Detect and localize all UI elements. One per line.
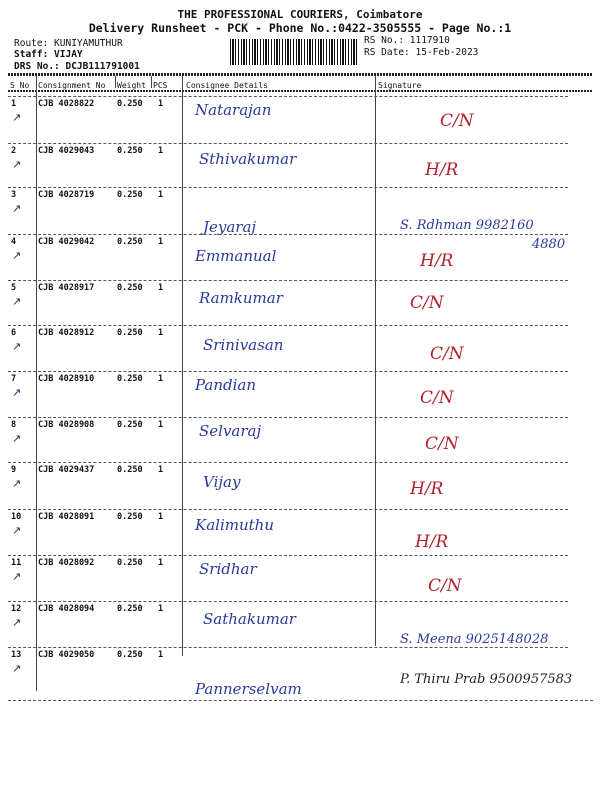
row-sno: 1: [11, 99, 17, 109]
row-sno: 3: [11, 190, 17, 200]
tick-mark-icon: ↗: [12, 432, 22, 445]
pcs-value: 1: [158, 604, 164, 614]
signature-status: C/N: [430, 344, 464, 364]
pcs-value: 1: [158, 420, 164, 430]
weight-value: 0.250: [117, 99, 143, 109]
consignment-number: CJB 4028092: [38, 558, 95, 568]
tick-mark-icon: ↗: [12, 662, 22, 675]
header-rule-bottom: [8, 90, 592, 92]
signature-status: H/R: [410, 479, 444, 499]
weight-value: 0.250: [117, 328, 143, 338]
col-header-signature: Signature: [378, 81, 422, 90]
consignment-number: CJB 4028910: [38, 374, 95, 384]
signature-note: S. Rdhman 9982160: [400, 218, 534, 233]
consignment-number: CJB 4029043: [38, 146, 95, 156]
consignee-name: Ramkumar: [199, 289, 283, 307]
barcode: [230, 39, 358, 65]
pcs-value: 1: [158, 237, 164, 247]
column-divider: [36, 76, 37, 691]
row-separator: [8, 647, 568, 648]
consignee-name: Sthivakumar: [199, 150, 297, 168]
weight-value: 0.250: [117, 420, 143, 430]
signature-status: C/N: [420, 388, 454, 408]
row-separator: [8, 280, 568, 281]
pcs-value: 1: [158, 99, 164, 109]
consignment-number: CJB 4028917: [38, 283, 95, 293]
col-header-consignment: Consignment No: [38, 81, 106, 90]
consignment-number: CJB 4029050: [38, 650, 95, 660]
row-separator: [8, 143, 568, 144]
consignment-number: CJB 4028822: [38, 99, 95, 109]
tick-mark-icon: ↗: [12, 295, 22, 308]
col-header-sno: S No: [10, 81, 30, 90]
tick-mark-icon: ↗: [12, 249, 22, 262]
weight-value: 0.250: [117, 465, 143, 475]
row-separator: [8, 417, 568, 418]
row-sno: 12: [11, 604, 22, 614]
runsheet-subtitle: Delivery Runsheet - PCK - Phone No.:0422-3505555 - Page No.:1: [88, 21, 512, 35]
consignment-number: CJB 4028908: [38, 420, 95, 430]
column-divider: [151, 76, 152, 88]
row-sno: 6: [11, 328, 17, 338]
weight-value: 0.250: [117, 190, 143, 200]
tick-mark-icon: ↗: [12, 340, 22, 353]
weight-value: 0.250: [117, 374, 143, 384]
col-header-pcs: PCS: [153, 81, 168, 90]
row-separator: [8, 509, 568, 510]
consignee-name: Pandian: [195, 376, 257, 394]
staff-label: Staff: VIJAY: [14, 49, 83, 60]
consignee-name: Vijay: [203, 473, 241, 491]
signature-note: 4880: [532, 237, 566, 252]
tick-mark-icon: ↗: [12, 616, 22, 629]
rs-date: RS Date: 15-Feb-2023: [364, 47, 479, 58]
column-divider: [182, 76, 183, 656]
row-separator: [8, 371, 568, 372]
header-rule-top: [8, 73, 592, 76]
pcs-value: 1: [158, 374, 164, 384]
signature-note: S. Meena 9025148028: [400, 632, 549, 647]
row-sno: 13: [11, 650, 22, 660]
consignment-number: CJB 4028912: [38, 328, 95, 338]
row-sno: 8: [11, 420, 17, 430]
weight-value: 0.250: [117, 146, 143, 156]
signature-status: C/N: [428, 576, 462, 596]
weight-value: 0.250: [117, 237, 143, 247]
row-separator: [8, 325, 568, 326]
row-separator: [8, 601, 568, 602]
row-separator: [8, 555, 568, 556]
row-sno: 11: [11, 558, 22, 568]
consignee-name: Sridhar: [199, 560, 257, 578]
consignee-name: Sathakumar: [203, 610, 296, 628]
row-sno: 2: [11, 146, 17, 156]
tick-mark-icon: ↗: [12, 570, 22, 583]
tick-mark-icon: ↗: [12, 111, 22, 124]
column-divider: [375, 76, 376, 646]
consignee-name: Emmanual: [195, 247, 277, 265]
col-header-weight: Weight: [117, 81, 146, 90]
consignment-number: CJB 4029437: [38, 465, 95, 475]
signature-note: P. Thiru Prab 9500957583: [400, 672, 573, 687]
weight-value: 0.250: [117, 650, 143, 660]
row-sno: 7: [11, 374, 17, 384]
pcs-value: 1: [158, 283, 164, 293]
pcs-value: 1: [158, 650, 164, 660]
pcs-value: 1: [158, 512, 164, 522]
pcs-value: 1: [158, 328, 164, 338]
signature-status: H/R: [415, 532, 449, 552]
row-sno: 10: [11, 512, 22, 522]
rs-number: RS No.: 1117910: [364, 35, 450, 46]
pcs-value: 1: [158, 465, 164, 475]
col-header-consignee: Consignee Details: [186, 81, 268, 90]
weight-value: 0.250: [117, 512, 143, 522]
row-sno: 4: [11, 237, 17, 247]
signature-status: H/R: [420, 251, 454, 271]
tick-mark-icon: ↗: [12, 158, 22, 171]
consignment-number: CJB 4028719: [38, 190, 95, 200]
tick-mark-icon: ↗: [12, 386, 22, 399]
consignee-name: Kalimuthu: [195, 516, 274, 534]
weight-value: 0.250: [117, 604, 143, 614]
pcs-value: 1: [158, 190, 164, 200]
row-separator: [8, 234, 568, 235]
consignment-number: CJB 4029042: [38, 237, 95, 247]
consignment-number: CJB 4028094: [38, 604, 95, 614]
weight-value: 0.250: [117, 558, 143, 568]
row-sno: 5: [11, 283, 17, 293]
consignee-name: Jeyaraj: [203, 218, 257, 236]
consignee-name: Selvaraj: [199, 422, 262, 440]
column-divider: [115, 76, 116, 88]
tick-mark-icon: ↗: [12, 524, 22, 537]
consignee-name: Natarajan: [195, 101, 272, 119]
consignee-name: Srinivasan: [203, 336, 284, 354]
tick-mark-icon: ↗: [12, 477, 22, 490]
row-sno: 9: [11, 465, 17, 475]
row-separator: [8, 187, 568, 188]
table-bottom-rule: [8, 700, 593, 701]
signature-status: C/N: [440, 111, 474, 131]
signature-status: C/N: [410, 293, 444, 313]
weight-value: 0.250: [117, 283, 143, 293]
signature-status: C/N: [425, 434, 459, 454]
consignment-number: CJB 4028091: [38, 512, 95, 522]
drs-number: DRS No.: DCJB111791001: [14, 61, 140, 72]
route-label: Route: KUNIYAMUTHUR: [14, 38, 123, 49]
runsheet-title: THE PROFESSIONAL COURIERS, Coimbatore: [177, 8, 423, 21]
signature-status: H/R: [425, 160, 459, 180]
tick-mark-icon: ↗: [12, 202, 22, 215]
row-separator: [8, 462, 568, 463]
row-separator: [8, 96, 568, 97]
pcs-value: 1: [158, 146, 164, 156]
pcs-value: 1: [158, 558, 164, 568]
consignee-name: Pannerselvam: [195, 680, 302, 698]
